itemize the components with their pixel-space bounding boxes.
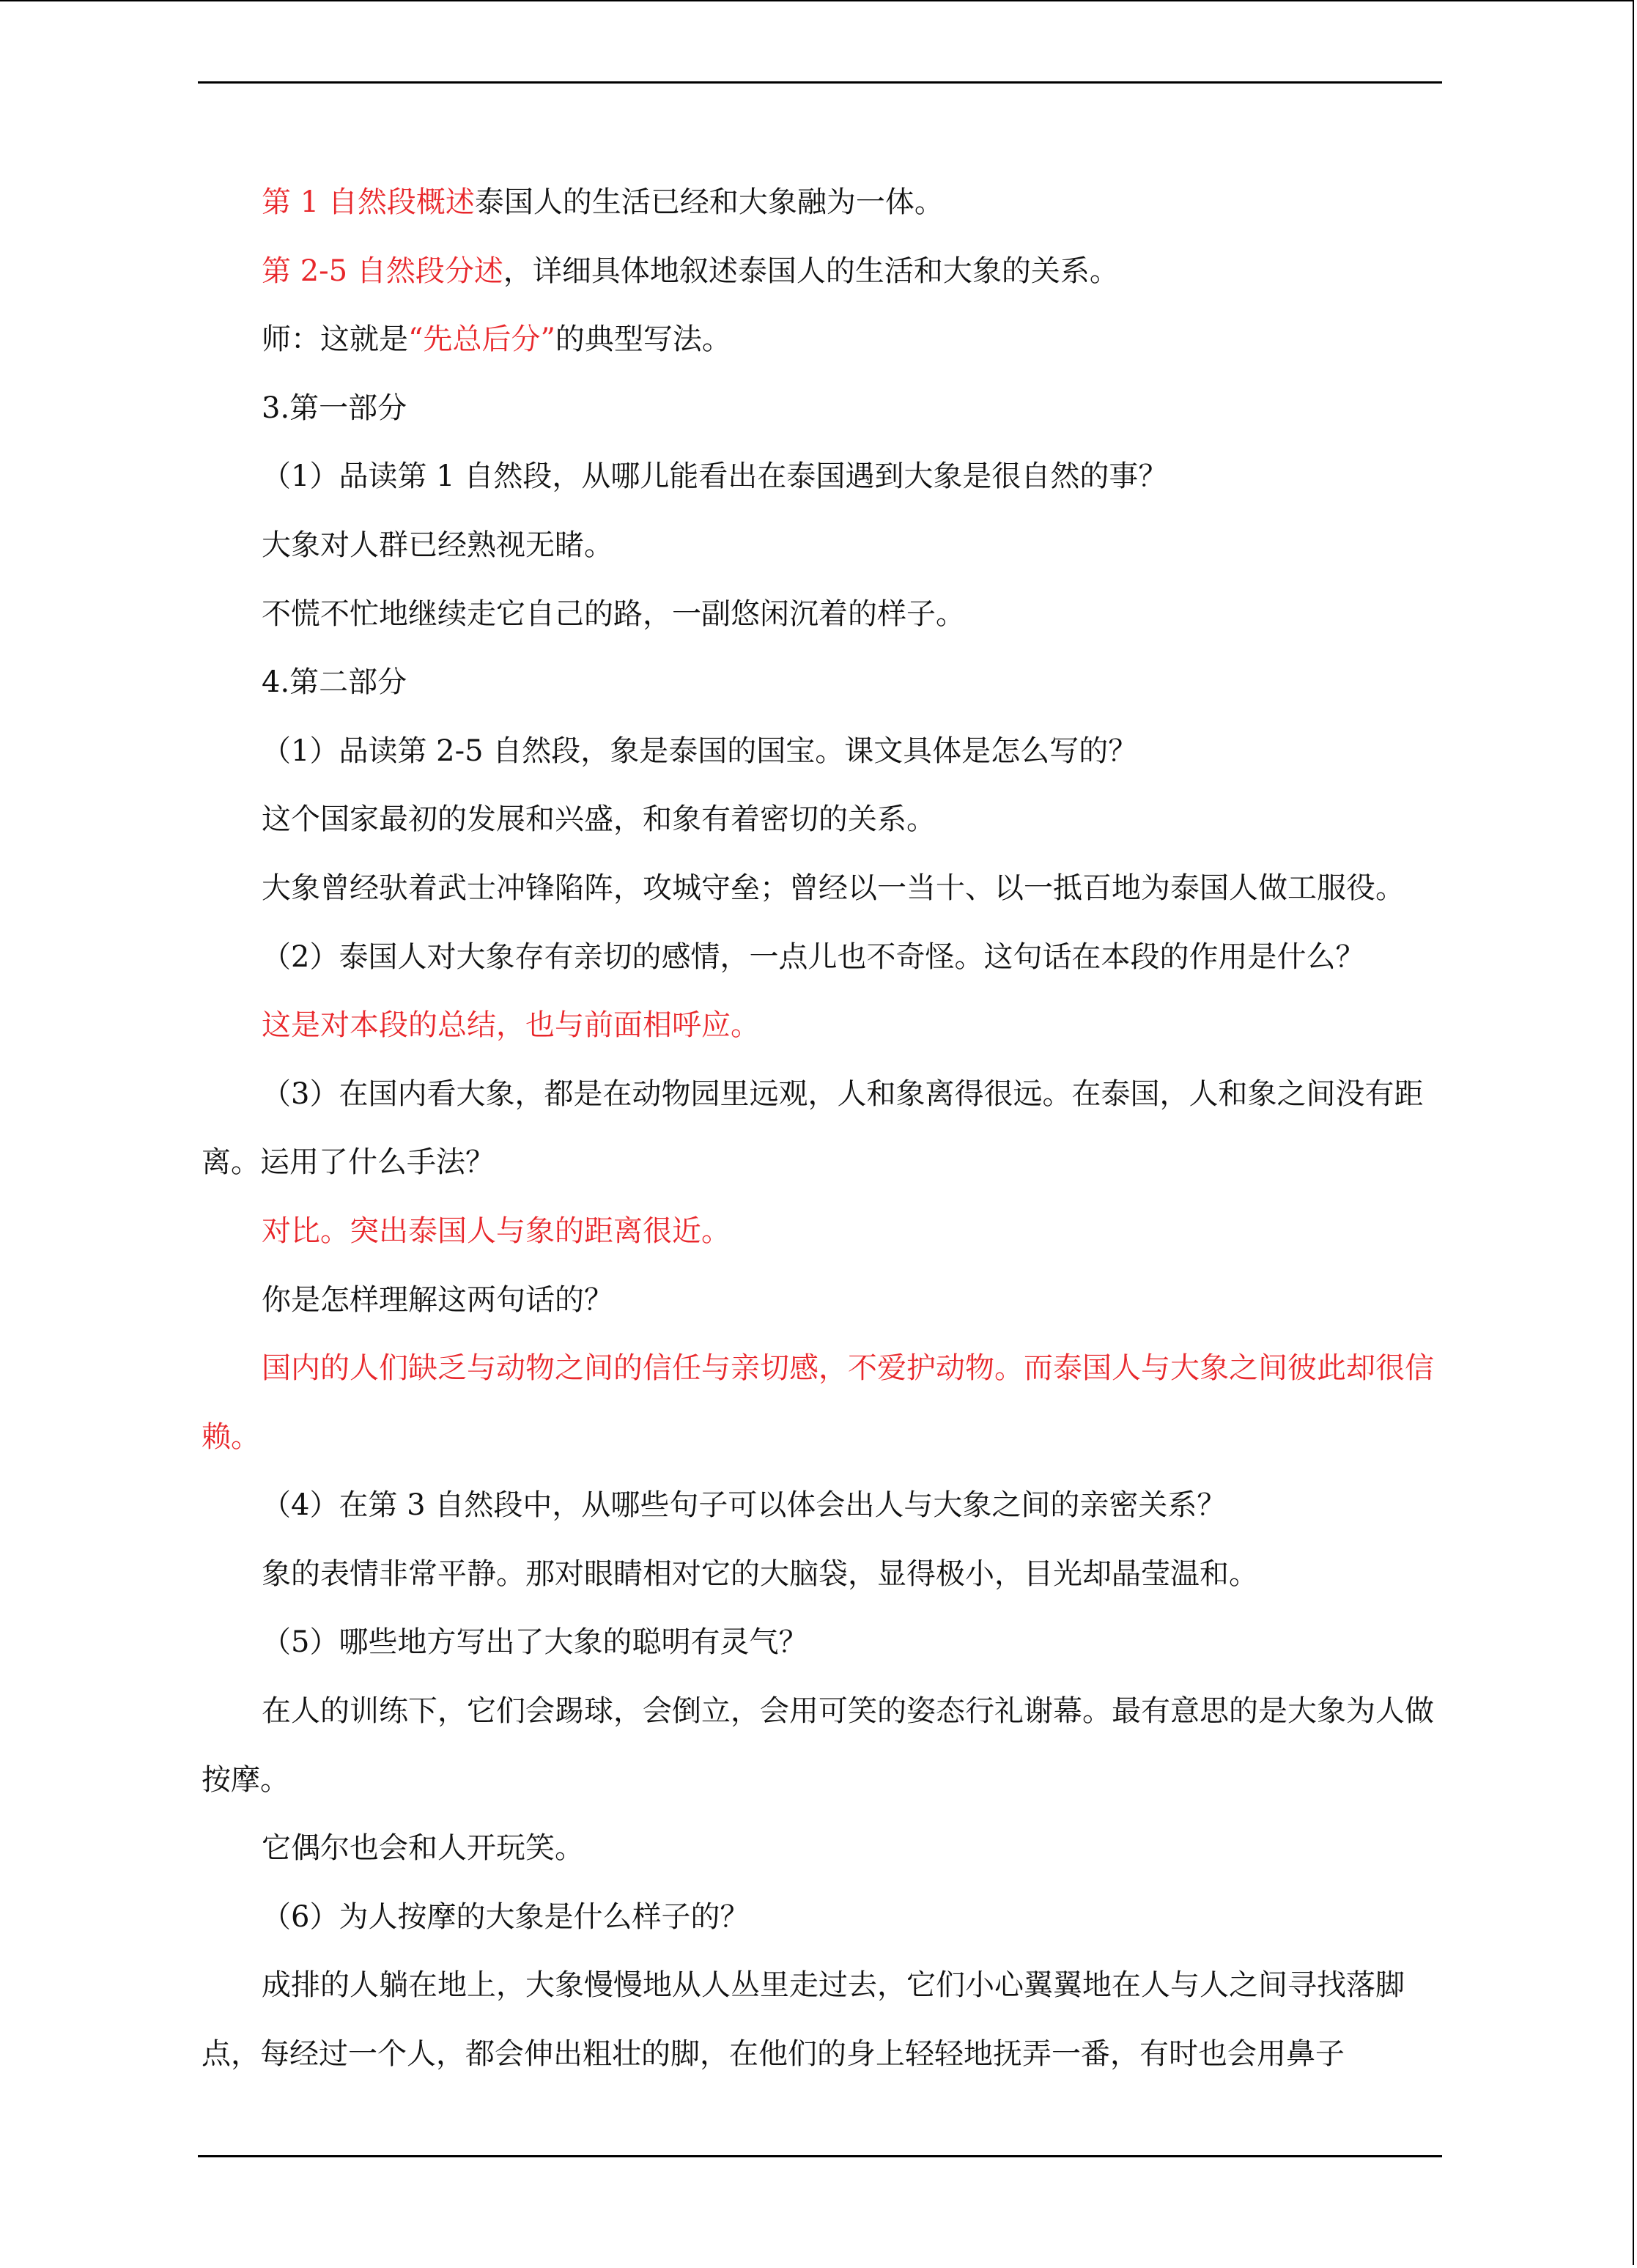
text: （1）品读第 1 自然段，从哪儿能看出在泰国遇到大象是很自然的事？ xyxy=(262,459,1168,494)
text: （5）哪些地方写出了大象的聪明有灵气？ xyxy=(262,1625,808,1660)
text: （1）品读第 2-5 自然段，象是泰国的国宝。课文具体是怎么写的？ xyxy=(262,734,1138,768)
highlighted-text: 对比。突出泰国人与象的距离很近。 xyxy=(262,1214,731,1248)
paragraph xyxy=(202,786,1434,854)
section-heading xyxy=(202,374,1434,443)
highlighted-text: 国内的人们缺乏与动物之间的信任与亲切感，不爱护动物。而泰国人与大象之间彼此却很信赖。 xyxy=(202,1351,1434,1454)
text: （2）泰国人对大象存有亲切的感情，一点儿也不奇怪。这句话在本段的作用是什么？ xyxy=(262,939,1365,974)
answer xyxy=(202,1334,1434,1471)
text: 4.第二部分 xyxy=(262,665,407,700)
text: ，详细具体地叙述泰国人的生活和大象的关系。 xyxy=(503,254,1119,288)
text: （4）在第 3 自然段中，从哪些句子可以体会出人与大象之间的亲密关系？ xyxy=(262,1488,1227,1523)
text: 师：这就是 xyxy=(262,322,408,357)
text: 在人的训练下，它们会踢球，会倒立，会用可笑的姿态行礼谢幕。最有意思的是大象为人做按摩。 xyxy=(202,1694,1434,1797)
footer-rule xyxy=(198,2155,1442,2157)
text: （3）在国内看大象，都是在动物园里远观，人和象离得很远。在泰国，人和象之间没有距离。运用了什么手法？ xyxy=(202,1076,1424,1180)
question xyxy=(202,1266,1434,1335)
question xyxy=(202,1060,1434,1197)
answer xyxy=(202,991,1434,1060)
highlighted-text: 这是对本段的总结，也与前面相呼应。 xyxy=(262,1008,760,1043)
paragraph xyxy=(202,580,1434,649)
text: 泰国人的生活已经和大象融为一体。 xyxy=(474,185,944,219)
text: 象的表情非常平静。那对眼睛相对它的大脑袋，显得极小，目光却晶莹温和。 xyxy=(262,1556,1258,1591)
paragraph xyxy=(202,169,1434,237)
question xyxy=(202,923,1434,992)
text: 不慌不忙地继续走它自己的路，一副悠闲沉着的样子。 xyxy=(262,596,965,631)
highlighted-text: 第 1 自然段概述 xyxy=(262,185,475,219)
paragraph xyxy=(202,854,1434,923)
paragraph xyxy=(202,1677,1434,1814)
text: 大象曾经驮着武士冲锋陷阵，攻城守垒；曾经以一当十、以一抵百地为泰国人做工服役。 xyxy=(262,871,1405,905)
text: 它偶尔也会和人开玩笑。 xyxy=(262,1831,584,1866)
text: 3.第一部分 xyxy=(262,391,407,425)
text: 大象对人群已经熟视无睹。 xyxy=(262,528,613,562)
answer xyxy=(202,1197,1434,1266)
document-body xyxy=(202,169,1434,2089)
paragraph xyxy=(202,511,1434,580)
paragraph xyxy=(202,306,1434,374)
paragraph xyxy=(202,1540,1434,1609)
paragraph xyxy=(202,237,1434,306)
question xyxy=(202,1471,1434,1540)
question xyxy=(202,443,1434,511)
text: 成排的人躺在地上，大象慢慢地从人丛里走过去，它们小心翼翼地在人与人之间寻找落脚点，每经过一个人，都会伸出粗壮的脚，在他们的身上轻轻地抚弄一番，有时也会用鼻子 xyxy=(202,1968,1405,2072)
text: 你是怎样理解这两句话的？ xyxy=(262,1282,613,1317)
question xyxy=(202,717,1434,786)
highlighted-text: 第 2-5 自然段分述 xyxy=(262,254,503,288)
highlighted-text: “先总后分” xyxy=(408,322,555,357)
section-heading xyxy=(202,649,1434,717)
header-rule xyxy=(198,81,1442,84)
text: 这个国家最初的发展和兴盛，和象有着密切的关系。 xyxy=(262,802,936,837)
paragraph xyxy=(202,1814,1434,1883)
question xyxy=(202,1608,1434,1677)
paragraph xyxy=(202,1951,1434,2088)
text: （6）为人按摩的大象是什么样子的？ xyxy=(262,1899,750,1934)
question xyxy=(202,1883,1434,1952)
text: 的典型写法。 xyxy=(555,322,731,357)
